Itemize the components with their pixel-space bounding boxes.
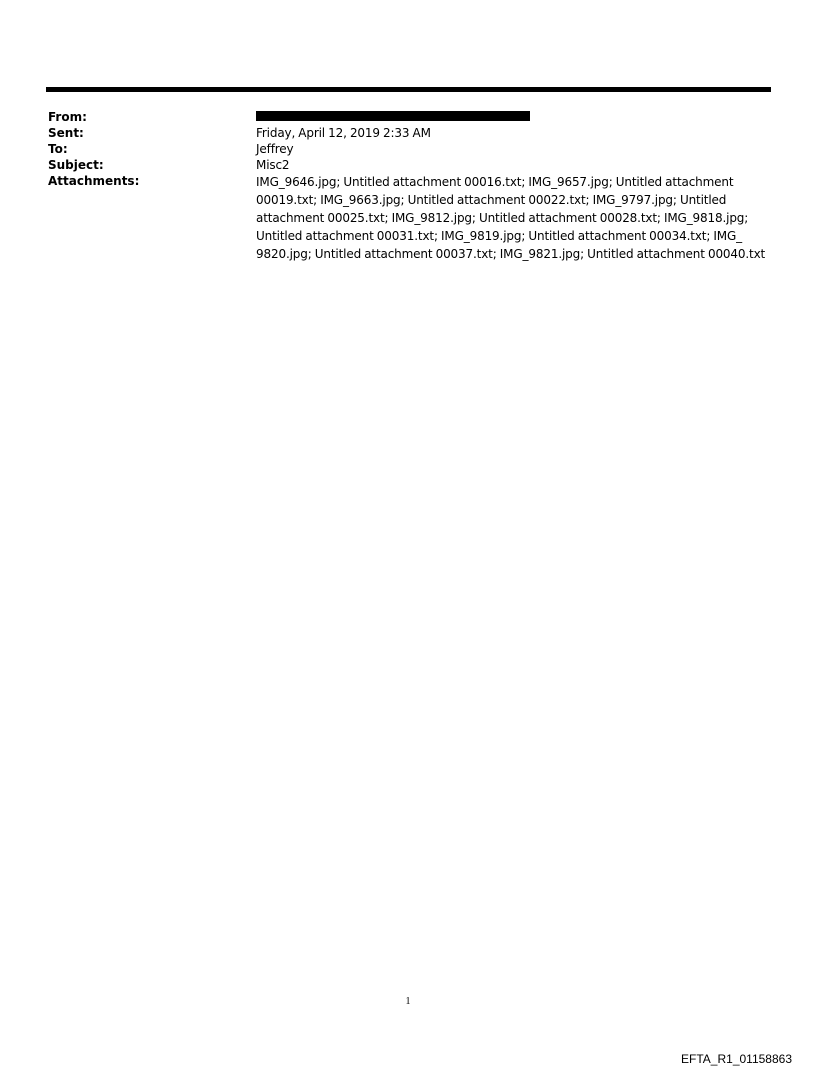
from-row (48, 109, 770, 125)
redaction-bar (256, 111, 530, 121)
subject-row (48, 157, 770, 173)
subject-value: Misc2 (256, 158, 290, 172)
from-label: From: (48, 110, 87, 124)
sent-label: Sent: (48, 126, 84, 140)
email-header (48, 109, 770, 263)
page-number: 1 (405, 996, 411, 1007)
sent-row (48, 125, 770, 141)
header-divider (46, 87, 771, 92)
attachments-row (48, 173, 770, 263)
attachments-label: Attachments: (48, 174, 140, 188)
from-value (256, 109, 770, 125)
attachments-value: IMG_9646.jpg; Untitled attachment 00016.txt; IMG_9657.jpg; Untitled attachment 00019.txt; IMG_9663.jpg; Untitled attachment 00022.txt; IMG_9797.jpg; Untitled attachment 00025.txt; IMG_9812.jpg; Untitled attachment 00028.txt; IMG_9818.jpg; Untitled attachment 00031.txt; IMG_9819.jpg; Untitled attachment 00034.txt; IMG_ 9820.jpg; Untitled attachment 00037.txt; IMG_9821.jpg; Untitled attachment 00040.txt (256, 175, 766, 261)
to-row (48, 141, 770, 157)
to-value: Jeffrey (256, 142, 294, 156)
bates-number: EFTA_R1_01158863 (681, 1052, 792, 1066)
subject-label: Subject: (48, 158, 104, 172)
sent-value: Friday, April 12, 2019 2:33 AM (256, 126, 431, 140)
to-label: To: (48, 142, 68, 156)
